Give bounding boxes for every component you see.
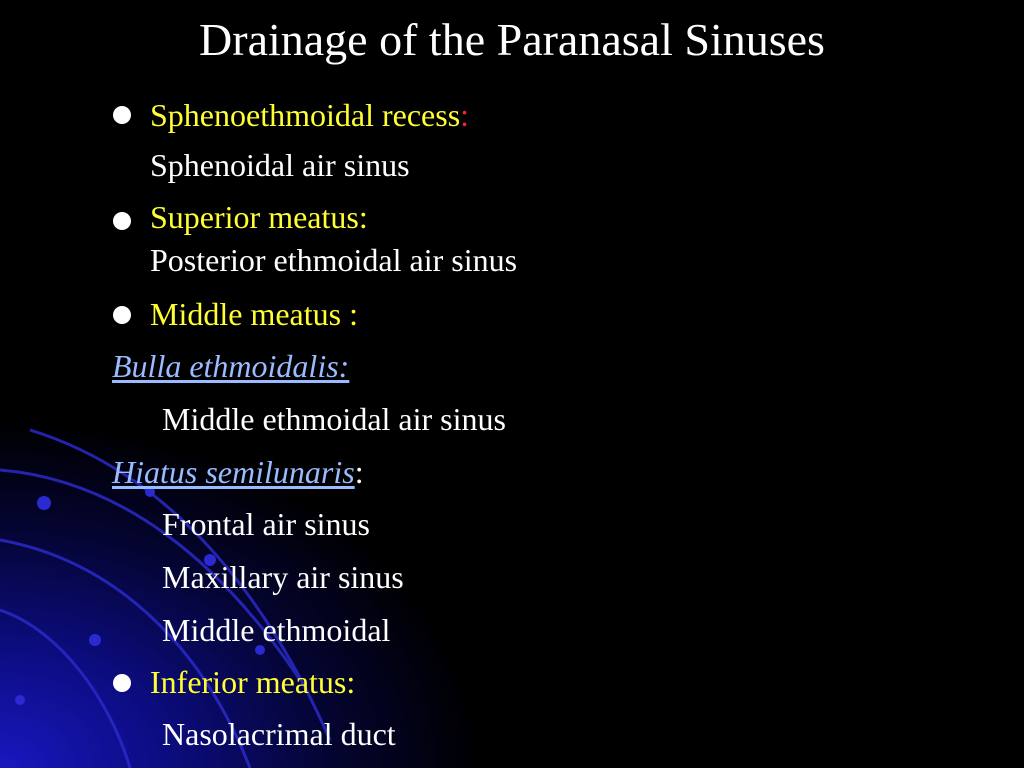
sphenoethmoidal-label: Sphenoethmoidal recess — [150, 97, 461, 133]
sphenoidal-sinus-text: Sphenoidal air sinus — [150, 147, 410, 183]
nasolacrimal-duct-text: Nasolacrimal duct — [162, 716, 396, 752]
hiatus-semilunaris-row — [112, 453, 364, 491]
bullet-icon — [113, 212, 131, 230]
bullet-icon — [113, 306, 131, 324]
bullet-icon — [113, 106, 131, 124]
bulla-ethmoidalis-row — [112, 347, 349, 385]
bulla-ethmoidalis-link[interactable]: Bulla ethmoidalis: — [112, 348, 350, 384]
sphenoethmoidal-colon: : — [460, 97, 470, 133]
hiatus-semilunaris-link[interactable]: Hiatus semilunaris — [112, 454, 355, 490]
middle-ethmoidal-sinus-text: Middle ethmoidal air sinus — [162, 401, 506, 437]
superior-meatus-heading: Superior meatus: — [150, 199, 368, 235]
sphenoethmoidal-heading — [150, 96, 469, 134]
maxillary-sinus-text: Maxillary air sinus — [162, 559, 404, 595]
frontal-sinus-text: Frontal air sinus — [162, 506, 370, 542]
inferior-meatus-heading: Inferior meatus: — [150, 664, 356, 700]
middle-ethmoidal-text: Middle ethmoidal — [162, 612, 391, 648]
slide-title: Drainage of the Paranasal Sinuses — [199, 14, 825, 65]
posterior-ethmoidal-text: Posterior ethmoidal air sinus — [150, 242, 518, 278]
middle-meatus-heading: Middle meatus : — [150, 296, 358, 332]
hiatus-colon: : — [354, 454, 364, 490]
bullet-icon — [113, 674, 131, 692]
